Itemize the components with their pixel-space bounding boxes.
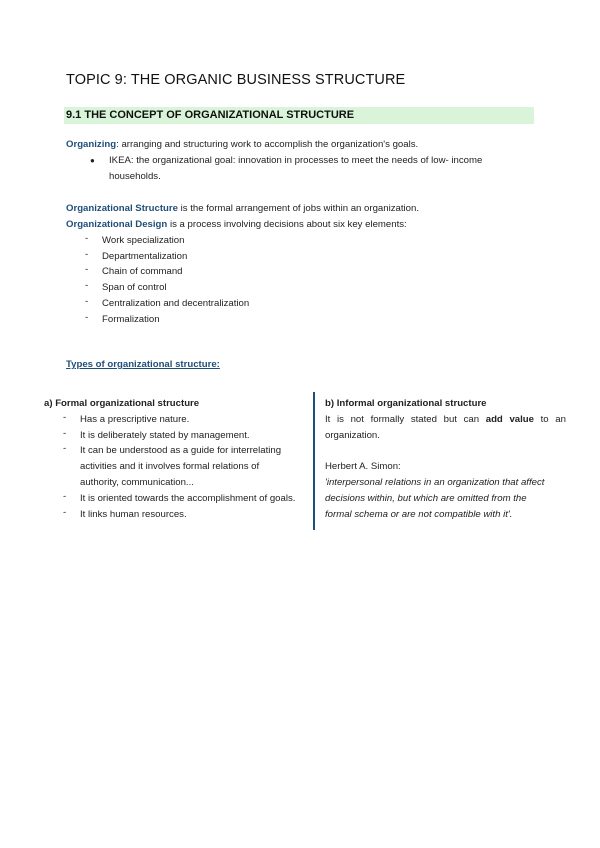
formal-heading: a) Formal organizational structure	[44, 398, 200, 409]
formal-item: Has a prescriptive nature.	[80, 414, 190, 425]
org-structure-term: Organizational Structure	[66, 203, 178, 214]
list-dash: -	[85, 280, 89, 291]
quote-line: formal schema or are not compatible with it'.	[325, 509, 513, 520]
org-design-text: is a process involving decisions about six key elements:	[167, 219, 407, 230]
formal-item: It links human resources.	[80, 509, 187, 520]
formal-item: It can be understood as a guide for interrelating	[80, 445, 282, 456]
list-item: Span of control	[102, 282, 167, 293]
informal-desc-start: It is not formally stated but can	[325, 414, 486, 425]
list-dash: -	[85, 233, 89, 244]
org-structure-definition	[66, 201, 419, 217]
list-dash: -	[63, 428, 67, 439]
list-item: Formalization	[102, 314, 160, 325]
list-dash: -	[85, 296, 89, 307]
organizing-definition	[66, 137, 418, 153]
quote-line: 'interpersonal relations in an organization that affect	[325, 477, 545, 488]
list-dash: -	[85, 249, 89, 260]
list-dash: -	[85, 264, 89, 275]
informal-desc-end: to an	[533, 414, 566, 425]
list-dash: -	[63, 443, 67, 454]
list-item: Work specialization	[102, 235, 185, 246]
ikea-bullet-line2: households.	[109, 171, 161, 182]
organizing-term: Organizing	[66, 139, 117, 150]
quote-line: decisions within, but which are omitted from the	[325, 493, 527, 504]
list-dash: -	[63, 412, 67, 423]
organizing-text: : arranging and structuring work to accomplish the organization's goals.	[116, 139, 419, 150]
formal-item: It is deliberately stated by management.	[80, 430, 250, 441]
formal-item-cont: activities and it involves formal relations of	[80, 461, 260, 472]
org-structure-text: is the formal arrangement of jobs within an organization.	[177, 203, 419, 214]
types-heading: Types of organizational structure:	[66, 359, 220, 370]
informal-heading: b) Informal organizational structure	[325, 398, 487, 409]
quote-author: Herbert A. Simon:	[325, 461, 401, 472]
list-item: Departmentalization	[102, 251, 188, 262]
formal-item-cont: authority, communication...	[80, 477, 194, 488]
formal-item: It is oriented towards the accomplishment of goals.	[80, 493, 296, 504]
list-dash: -	[63, 491, 67, 502]
list-dash: -	[85, 312, 89, 323]
section-heading: 9.1 THE CONCEPT OF ORGANIZATIONAL STRUCTURE	[64, 107, 534, 124]
column-divider	[313, 392, 315, 530]
list-item: Chain of command	[102, 266, 183, 277]
page-title: TOPIC 9: THE ORGANIC BUSINESS STRUCTURE	[66, 72, 406, 88]
informal-desc-bold: add value	[485, 414, 534, 425]
org-design-definition	[66, 217, 407, 233]
list-dash: -	[63, 507, 67, 518]
ikea-bullet-line1: IKEA: the organizational goal: innovation in processes to meet the needs of low- income	[109, 155, 483, 166]
org-design-term: Organizational Design	[66, 219, 168, 230]
list-item: Centralization and decentralization	[102, 298, 250, 309]
bullet-dot-icon: ●	[90, 156, 95, 165]
informal-desc-line2: organization.	[325, 430, 380, 441]
